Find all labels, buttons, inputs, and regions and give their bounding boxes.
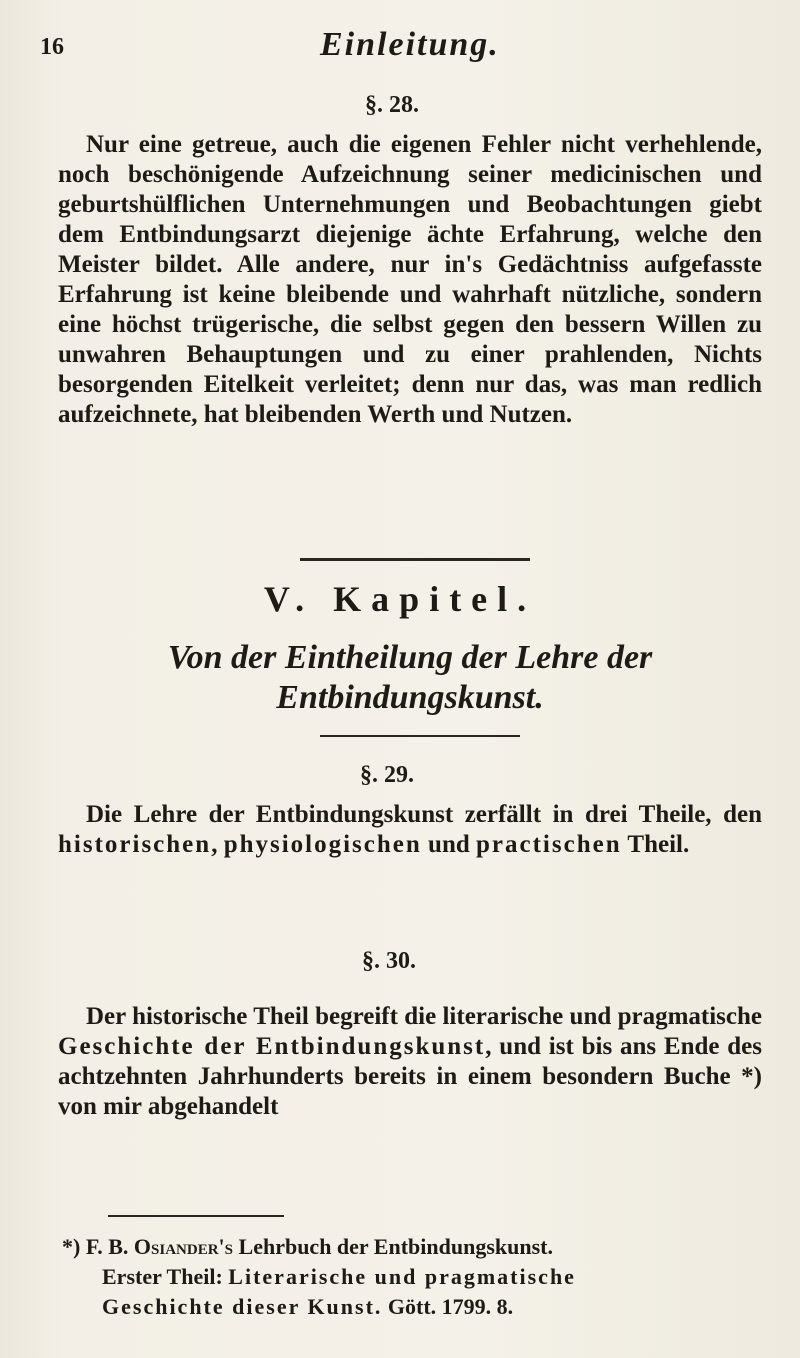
footnote-line-1 — [62, 1232, 772, 1262]
chapter-heading: V. Kapitel. — [263, 579, 537, 619]
chapter-rule-bottom — [320, 735, 520, 737]
section-30-paragraph — [58, 1002, 762, 1122]
section-29-historisch: historischen — [58, 831, 212, 858]
section-30-text-before: Der historische Theil begreift die literarische und pragmatische — [86, 1003, 762, 1030]
footnote-line1-rest: Lehrbuch der Entbindungskunst. — [233, 1234, 553, 1259]
section-29-text-before: Die Lehre der Entbindungskunst zerfällt in drei Theile, den — [86, 801, 762, 828]
section-29-text-mid-1: , — [211, 831, 224, 858]
footnote-line3-after: Gött. 1799. 8. — [382, 1294, 514, 1319]
section-number-29 — [360, 762, 414, 789]
footnote-author: Osiander's — [133, 1234, 234, 1259]
footnote-line2-before: Erster Theil: — [102, 1264, 229, 1289]
section-30-text-after: , und ist bis ans Ende des achtzehnten Jahrhunderts bereits in einem besondern Buche *) von mir abgehandelt — [58, 1033, 762, 1120]
page-header — [40, 22, 760, 72]
chapter-title: Von der Eintheilung der Lehre der Entbindungskunst. — [167, 639, 653, 716]
section-29-text-after: Theil. — [621, 831, 690, 858]
footnote-rule — [108, 1215, 284, 1217]
page-number: 16 — [40, 34, 64, 60]
section-29-paragraph — [58, 800, 762, 860]
section-29-number: §. 29. — [360, 762, 414, 788]
footnote-line2-spaced: Literarische und pragmatische — [228, 1264, 576, 1289]
section-29-text-mid-2: und — [421, 831, 477, 858]
section-29-physiologisch: physiologischen — [223, 831, 422, 858]
section-number-28: §. 28. — [365, 92, 419, 118]
footnote-line3-spaced: Geschichte dieser Kunst. — [102, 1294, 383, 1319]
section-29-practisch: practischen — [476, 831, 622, 858]
footnote — [62, 1232, 772, 1322]
section-28-paragraph: Nur eine getreue, auch die eigenen Fehler nicht verhehlende, noch beschönigende Aufzeichnung seiner medicinischen und geburtshülflichen Unternehmungen und Beobachtungen giebt dem Entbindungsarzt diejenige ächte Erfahrung, welche den Meister bildet. Alle andere, nur in's Gedächtniss aufgefasste Erfahrung ist keine bleibende und wahrhaft nützliche, sondern eine höchst trügerische, die selbst gegen den bessern Willen zu unwahren Behauptungen und zu einer prahlenden, Nichts besorgenden Eitelkeit verleitet; denn nur das, was man redlich aufzeichnete, hat bleibenden Werth und Nutzen. — [58, 131, 762, 428]
section-30-geschichte: Geschichte der Entbindungskunst — [58, 1033, 486, 1060]
footnote-line-2 — [62, 1262, 772, 1292]
running-title: Einleitung. — [320, 26, 500, 63]
section-number-30: §. 30. — [362, 948, 416, 974]
chapter-rule-top — [300, 558, 530, 561]
footnote-marker: *) F. B. — [62, 1234, 129, 1259]
footnote-line-3 — [62, 1292, 772, 1322]
